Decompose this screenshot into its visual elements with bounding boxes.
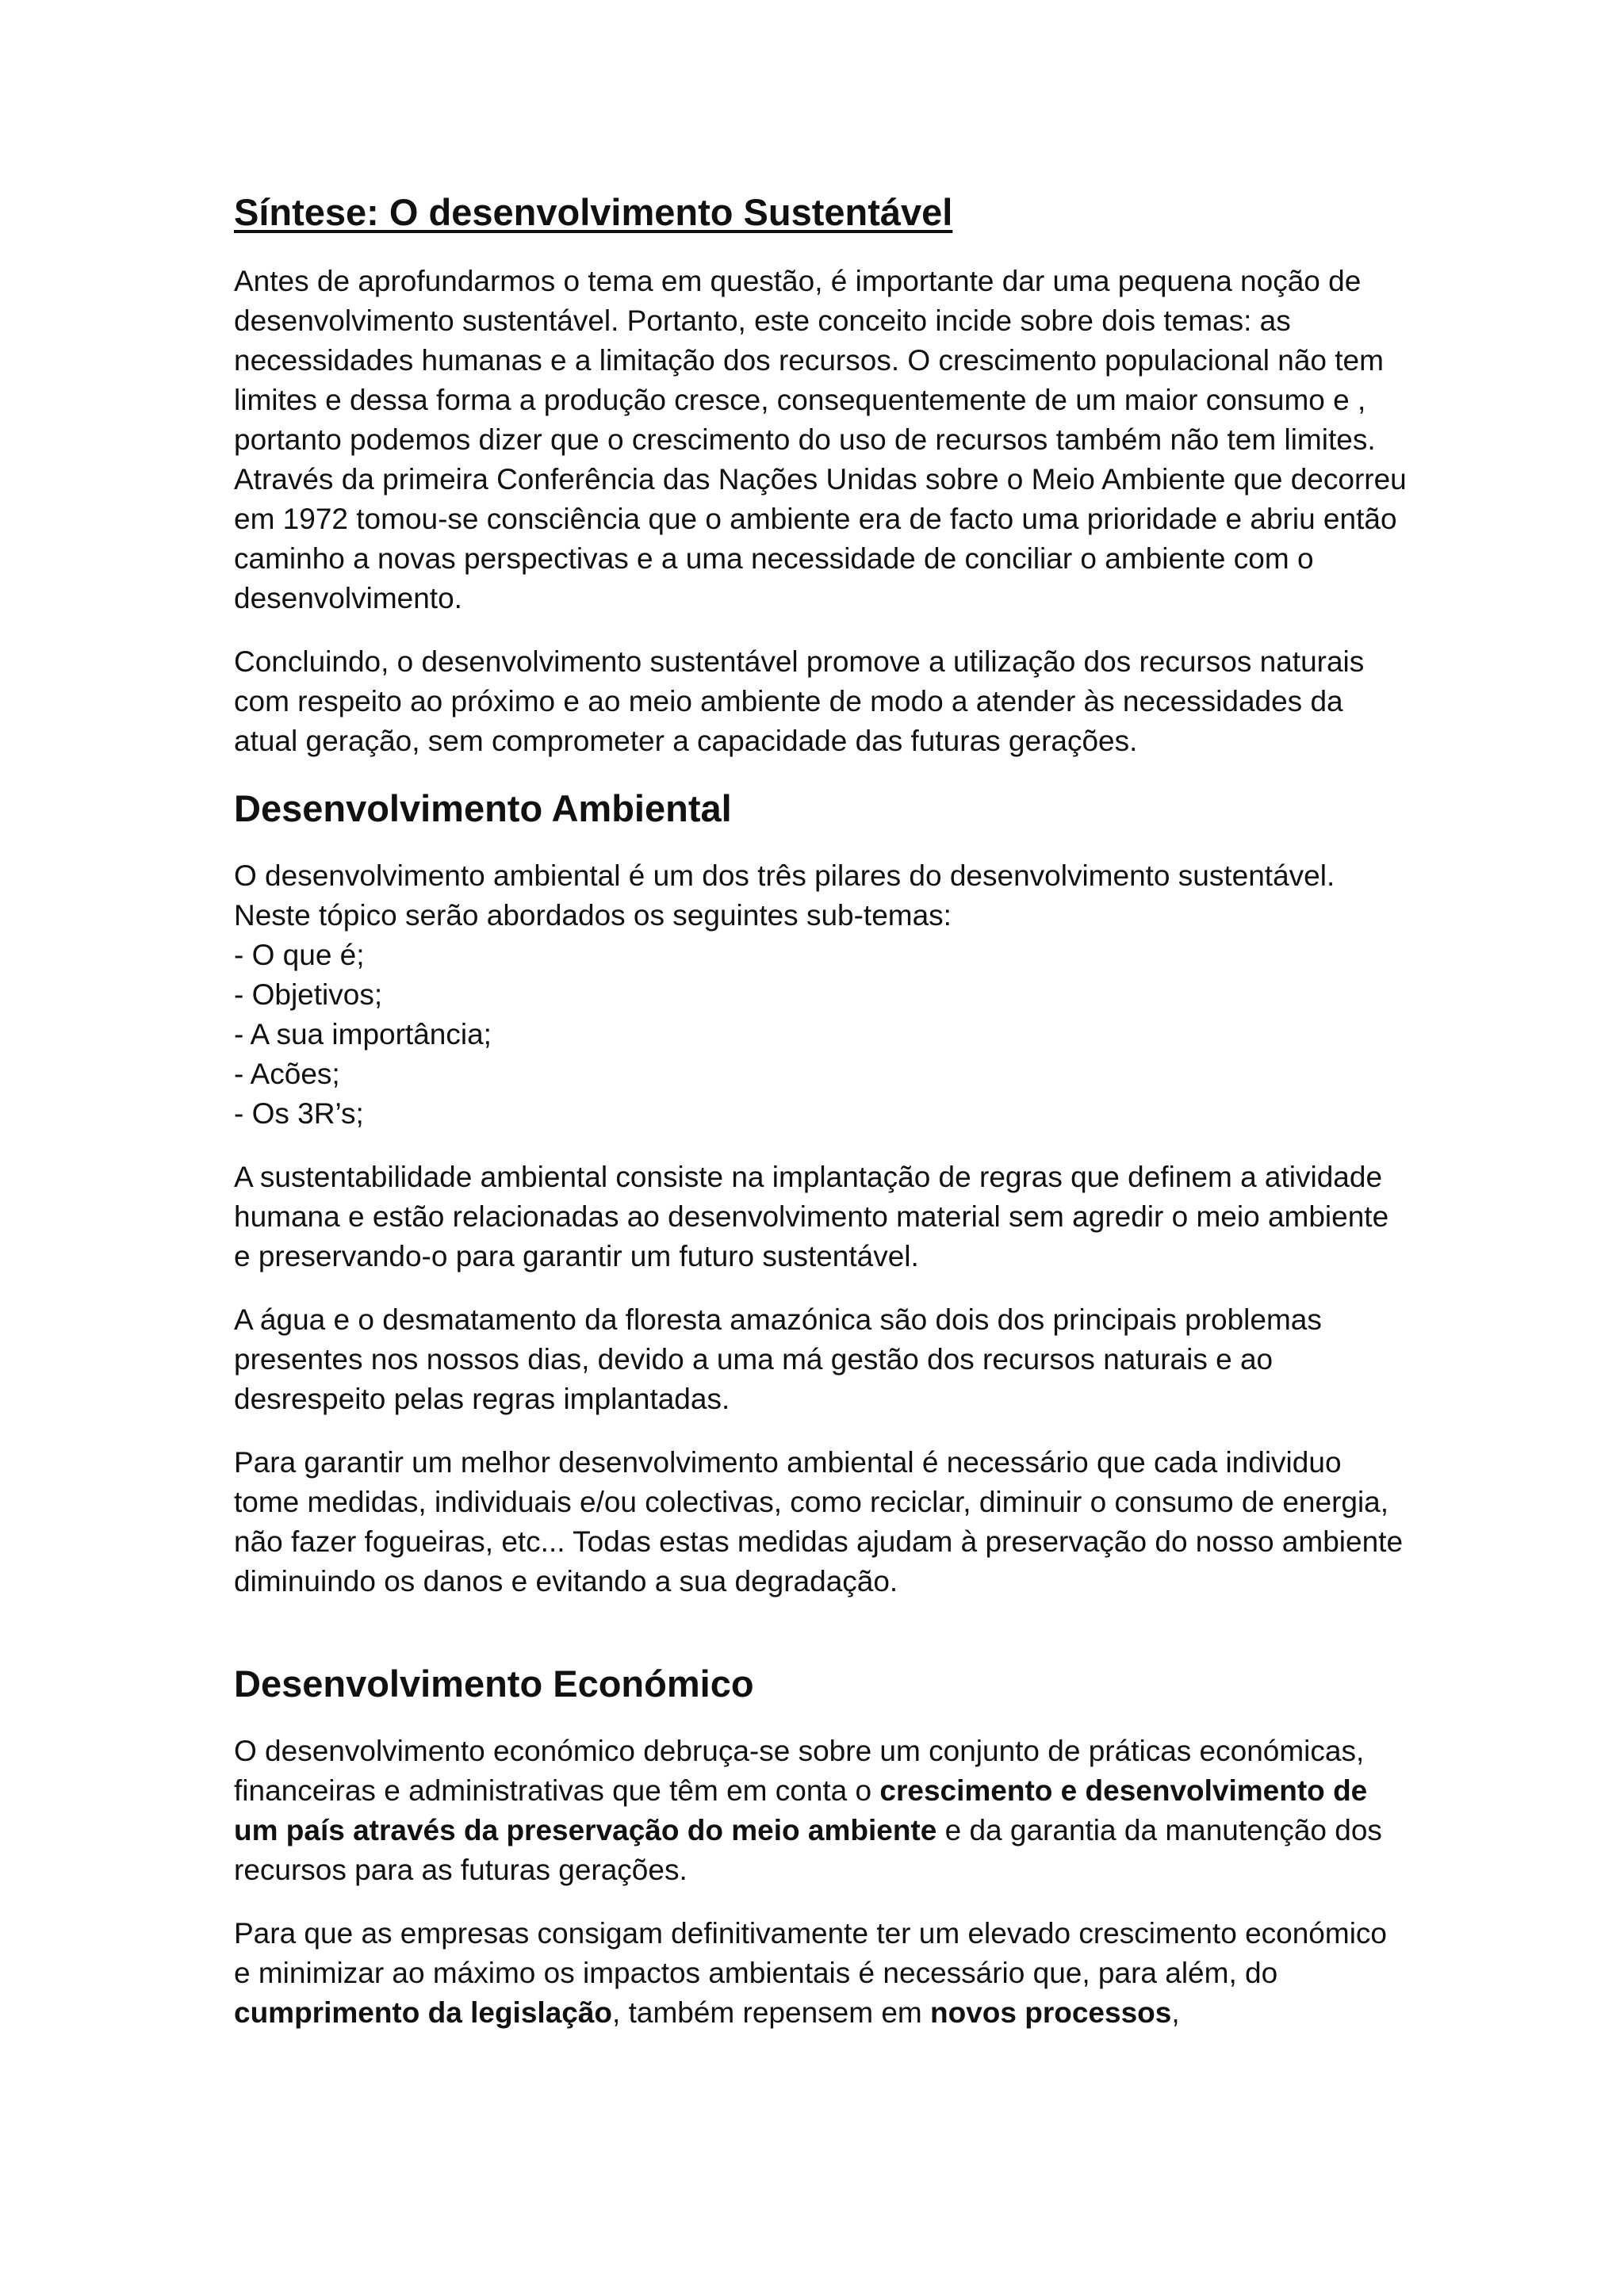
ambiental-paragraph-1: O desenvolvimento ambiental é um dos três pilares do desenvolvimento sustentável. Neste tópico serão abordados os seguintes sub-temas: — [234, 859, 1335, 932]
text-run: Para que as empresas consigam definitivamente ter um elevado crescimento económico e minimizar ao máximo os impactos ambientais é necessário que, para além, do — [234, 1917, 1388, 1989]
heading-economico: Desenvolvimento Económico — [234, 1663, 754, 1705]
ambiental-paragraph-2: A sustentabilidade ambiental consiste na implantação de regras que definem a atividade humana e estão relacionadas ao desenvolvimento material sem agredir o meio ambiente e preservando-o para garantir um futuro sustentável. — [234, 1161, 1389, 1272]
heading-ambiental: Desenvolvimento Ambiental — [234, 787, 732, 829]
text-run: , — [1171, 1996, 1180, 2029]
list-item: - A sua importância; — [234, 1018, 492, 1050]
bold-text-run: crescimento e desenvolvimento de um país através da preservação do meio ambiente — [234, 1774, 1368, 1846]
subtopic-list — [234, 936, 1408, 1134]
document-title: Síntese: O desenvolvimento Sustentável — [234, 191, 953, 233]
list-item: - Acões; — [234, 1058, 340, 1090]
bold-text-run: cumprimento da legislação — [234, 1996, 613, 2029]
list-item: - Os 3R’s; — [234, 1097, 364, 1130]
ambiental-paragraph-4: Para garantir um melhor desenvolvimento ambiental é necessário que cada individuo tome medidas, individuais e/ou colectivas, como reciclar, diminuir o consumo de energia, não fazer fogueiras, etc... Todas estas medidas ajudam à preservação do nosso ambiente diminuindo os danos e evitando a sua degradação. — [234, 1446, 1404, 1598]
intro-paragraph-1: Antes de aprofundarmos o tema em questão, é importante dar uma pequena noção de desenvolvimento sustentável. Portanto, este conceito incide sobre dois temas: as necessidades humanas e a limitação dos recursos. O crescimento populacional não tem limites e dessa forma a produção cresce, consequentemente de um maior consumo e , portanto podemos dizer que o crescimento do uso de recursos também não tem limites. Através da primeira Conferência das Nações Unidas sobre o Meio Ambiente que decorreu em 1972 tomou-se consciência que o ambiente era de facto uma prioridade e abriu então caminho a novas perspectivas e a uma necessidade de conciliar o ambiente com o desenvolvimento. — [234, 265, 1407, 614]
economico-paragraph-1 — [234, 1732, 1408, 1890]
text-run: O desenvolvimento económico debruça-se sobre um conjunto de práticas económicas, financeiras e administrativas que têm em conta o — [234, 1735, 1365, 1807]
document-page — [234, 189, 1408, 2057]
bold-text-run: novos processos — [930, 1996, 1172, 2029]
intro-paragraph-2: Concluindo, o desenvolvimento sustentável promove a utilização dos recursos naturais com respeito ao próximo e ao meio ambiente de modo a atender às necessidades da atual geração, sem comprometer a capacidade das futuras gerações. — [234, 645, 1365, 757]
text-run: e da garantia da manutenção dos recursos para as futuras gerações. — [234, 1814, 1382, 1886]
ambiental-paragraph-3: A água e o desmatamento da floresta amazónica são dois dos principais problemas presentes nos nossos dias, devido a uma má gestão dos recursos naturais e ao desrespeito pelas regras implantadas. — [234, 1303, 1322, 1415]
economico-paragraph-2 — [234, 1914, 1408, 2033]
list-item: - O que é; — [234, 939, 365, 971]
text-run: , também repensem em — [612, 1996, 931, 2029]
list-item: - Objetivos; — [234, 978, 383, 1011]
